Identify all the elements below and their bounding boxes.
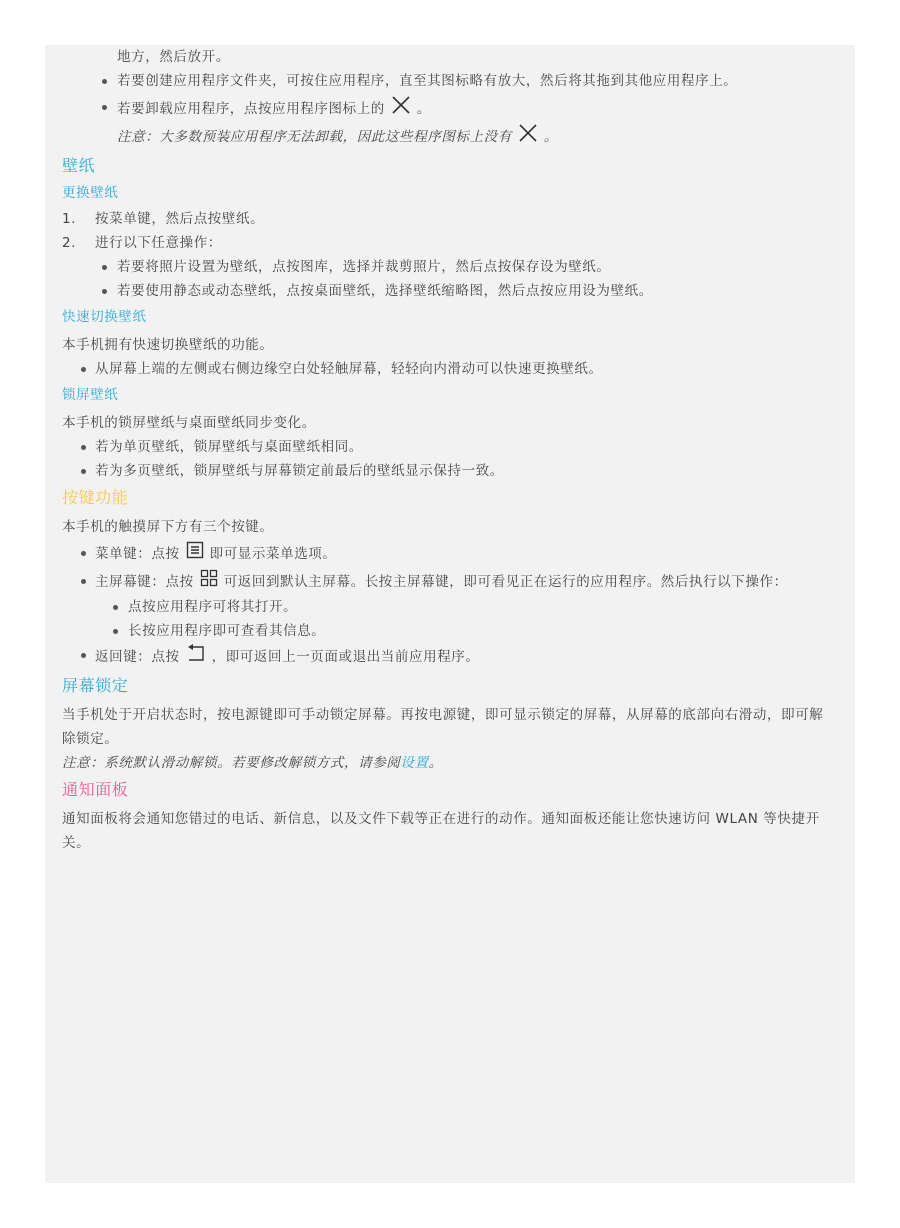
list-item: 若为单页壁纸，锁屏壁纸与桌面壁纸相同。 [62,435,827,459]
change-wallpaper-options [62,255,827,303]
back-arrow-icon [186,643,206,671]
screen-lock-body: 当手机处于开启状态时，按电源键即可手动锁定屏幕。再按电源键，即可显示锁定的屏幕，从屏幕的底部向右滑动，即可解除锁定。 [62,707,824,747]
section-title-wallpaper: 壁纸 [62,156,96,175]
list-item: 点按应用程序可将其打开。 [62,595,827,619]
subsection-title-change-wallpaper: 更换壁纸 [62,185,119,201]
home-grid-icon [200,569,218,595]
step-item: 1. 按菜单键，然后点按壁纸。 [62,211,265,227]
list-item: 菜单键：点按 即可显示菜单选项。 [62,541,827,567]
section-title-keys: 按键功能 [62,488,129,507]
list-item: 从屏幕上端的左侧或右侧边缘空白处轻触屏幕，轻轻向内滑动可以快速更换壁纸。 [62,357,827,381]
section-title-notification-panel: 通知面板 [62,780,129,799]
list-item: 若要使用静态或动态壁纸，点按桌面壁纸，选择壁纸缩略图，然后点按应用设为壁纸。 [62,279,827,303]
uninstall-note: 注意：大多数预装应用程序无法卸载，因此这些程序图标上没有 。 [62,123,827,151]
lock-wallpaper-intro: 本手机的锁屏壁纸与桌面壁纸同步变化。 [62,415,316,431]
quick-switch-intro: 本手机拥有快速切换壁纸的功能。 [62,337,274,353]
list-item: 长按应用程序即可查看其信息。 [62,619,827,643]
screen-lock-note: 注意：系统默认滑动解锁。若要修改解锁方式，请参阅设置。 [62,755,443,771]
notification-body: 通知面板将会通知您错过的电话、新信息，以及文件下载等正在进行的动作。通知面板还能让您快速访问 WLAN 等快捷开关。 [62,811,820,851]
list-item: 若要卸载应用程序，点按应用程序图标上的 。 [62,95,827,123]
page [45,45,855,1183]
subsection-title-lock-wallpaper: 锁屏壁纸 [62,387,119,403]
continued-text: 地方，然后放开。 [117,49,230,65]
list-item: 主屏幕键：点按 可返回到默认主屏幕。长按主屏幕键，即可看见正在运行的应用程序。然后执行以下操作： [62,569,827,595]
subsection-title-quick-switch: 快速切换壁纸 [62,309,147,325]
menu-icon [186,541,204,567]
list-item: 若要将照片设置为壁纸，点按图库，选择并裁剪照片，然后点按保存设为壁纸。 [62,255,827,279]
keys-intro: 本手机的触摸屏下方有三个按键。 [62,519,274,535]
list-item: 若要创建应用程序文件夹，可按住应用程序，直至其图标略有放大，然后将其拖到其他应用程序上。 [62,69,827,93]
home-key-actions [62,595,827,643]
lock-wallpaper-list [62,435,827,483]
app-tips-list [62,69,827,123]
settings-link[interactable]: 设置 [400,755,429,771]
document-body [62,45,827,855]
close-x-icon [391,95,411,123]
list-item: 返回键：点按 ，即可返回上一页面或退出当前应用程序。 [62,643,827,671]
keys-list [62,541,827,595]
change-wallpaper-steps [62,207,827,255]
list-item: 若为多页壁纸，锁屏壁纸与屏幕锁定前最后的壁纸显示保持一致。 [62,459,827,483]
step-item: 2. 进行以下任意操作： [62,235,222,251]
quick-switch-list [62,357,827,381]
section-title-screen-lock: 屏幕锁定 [62,676,129,695]
back-key-list [62,643,827,671]
close-x-icon [518,123,538,151]
